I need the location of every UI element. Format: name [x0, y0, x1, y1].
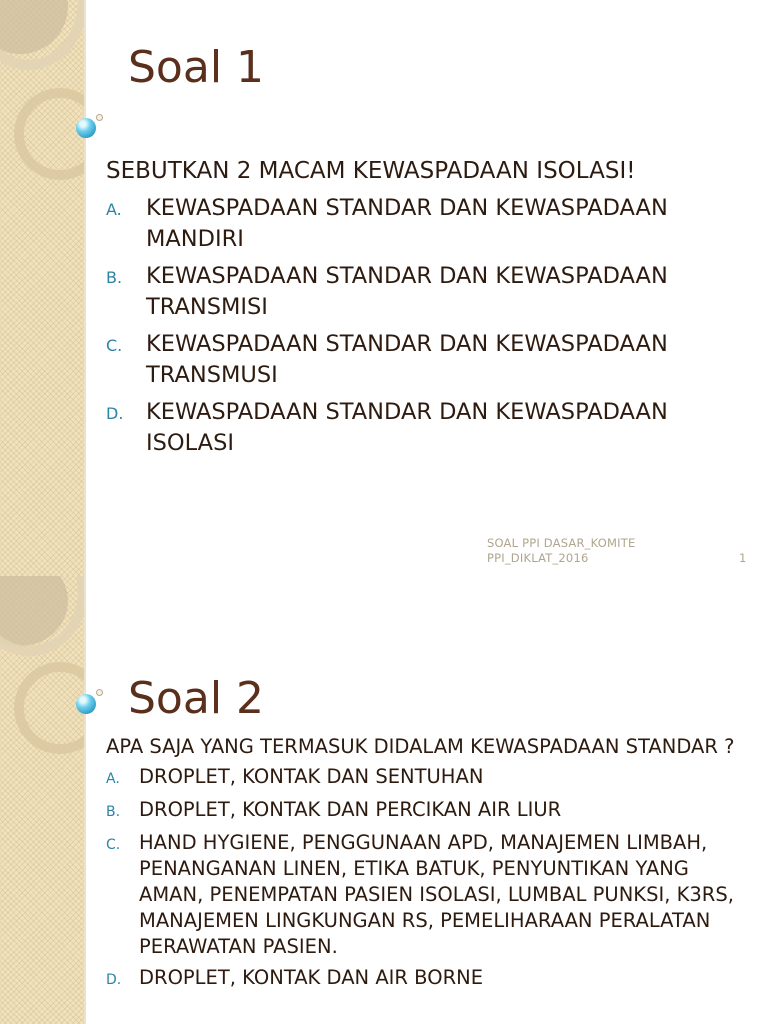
- option-letter: C.: [106, 837, 121, 853]
- option-b: [106, 261, 746, 323]
- option-b: [106, 797, 746, 825]
- question-text: SEBUTKAN 2 MACAM KEWASPADAAN ISOLASI!: [106, 158, 636, 184]
- answer-options: [106, 764, 746, 993]
- slide-2: [0, 576, 768, 1024]
- sidebar-divider: [84, 576, 86, 1024]
- option-letter: A.: [106, 771, 120, 787]
- option-d: [106, 397, 746, 459]
- option-letter: B.: [106, 268, 123, 287]
- slide-footer: SOAL PPI DASAR_KOMITE PPI_DIKLAT_2016: [487, 536, 636, 565]
- small-circle-icon: [96, 114, 103, 121]
- option-d: [106, 965, 746, 993]
- page-number: 1: [739, 551, 747, 565]
- decorative-ring: [14, 88, 84, 180]
- question-text: APA SAJA YANG TERMASUK DIDALAM KEWASPADAAN STANDAR ?: [106, 735, 735, 758]
- option-letter: D.: [106, 404, 124, 423]
- option-letter: C.: [106, 336, 123, 355]
- option-a: [106, 193, 746, 255]
- blue-bullet-icon: [76, 694, 96, 714]
- option-text: DROPLET, KONTAK DAN SENTUHAN: [139, 765, 484, 788]
- option-text: DROPLET, KONTAK DAN AIR BORNE: [139, 966, 484, 989]
- small-circle-icon: [96, 689, 103, 696]
- sidebar-divider: [84, 0, 86, 576]
- option-text: HAND HYGIENE, PENGGUNAAN APD, MANAJEMEN LIMBAH, PENANGANAN LINEN, ETIKA BATUK, PENYUNTIKAN YANG AMAN, PENEMPATAN PASIEN ISOLASI, LUMBAL PUNKSI, K3RS, MANAJEMEN LINGKUNGAN RS, PEMELIHARAAN PERALATAN PERAWATAN PASIEN.: [139, 831, 734, 958]
- answer-options: [106, 193, 746, 459]
- decorative-ring: [14, 662, 84, 754]
- option-letter: B.: [106, 804, 121, 820]
- slide-title: Soal 1: [128, 42, 265, 93]
- option-text: KEWASPADAAN STANDAR DAN KEWASPADAAN TRANSMUSI: [146, 331, 668, 388]
- option-text: KEWASPADAAN STANDAR DAN KEWASPADAAN TRANSMISI: [146, 263, 668, 320]
- slide-title: Soal 2: [128, 673, 265, 724]
- slide-content: [106, 734, 746, 993]
- option-letter: D.: [106, 972, 122, 988]
- option-text: KEWASPADAAN STANDAR DAN KEWASPADAAN ISOLASI: [146, 399, 668, 456]
- decorative-ring: [0, 0, 84, 70]
- option-text: DROPLET, KONTAK DAN PERCIKAN AIR LIUR: [139, 798, 562, 821]
- decorative-sidebar: [0, 0, 84, 576]
- decorative-sidebar: [0, 576, 84, 1024]
- slide-content: [106, 156, 746, 459]
- decorative-ring: [0, 576, 84, 656]
- option-text: KEWASPADAAN STANDAR DAN KEWASPADAAN MANDIRI: [146, 195, 668, 252]
- option-c: [106, 329, 746, 391]
- option-letter: A.: [106, 200, 122, 219]
- blue-bullet-icon: [76, 118, 96, 138]
- option-c: [106, 830, 746, 960]
- option-a: [106, 764, 746, 792]
